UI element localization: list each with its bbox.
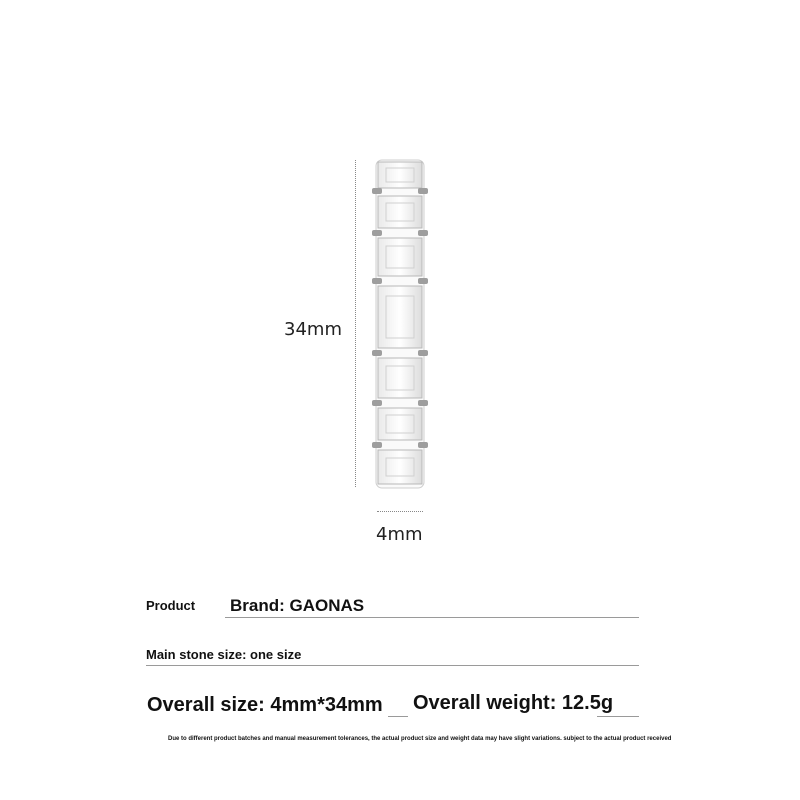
overall-size-text: Overall size: 4mm*34mm [147,694,383,716]
height-dimension-line [355,160,356,487]
brand-text: Brand: GAONAS [230,596,365,615]
width-dimension-line [377,511,423,512]
overall-size-underline [388,716,408,717]
main-stone-divider [146,665,639,666]
overall-weight-underline [597,716,639,717]
disclaimer-text: Due to different product batches and manual measurement tolerances, the actual product size and weight data may have slight variations. subject to the actual product received [168,736,672,742]
height-label: 34mm [284,319,342,340]
overall-weight-text: Overall weight: 12.5g [413,692,614,714]
width-label: 4mm [376,524,423,545]
main-stone-text: Main stone size: one size [146,647,302,662]
ring-image [368,158,432,490]
product-section-label: Product [146,598,196,613]
product-divider [225,617,639,618]
